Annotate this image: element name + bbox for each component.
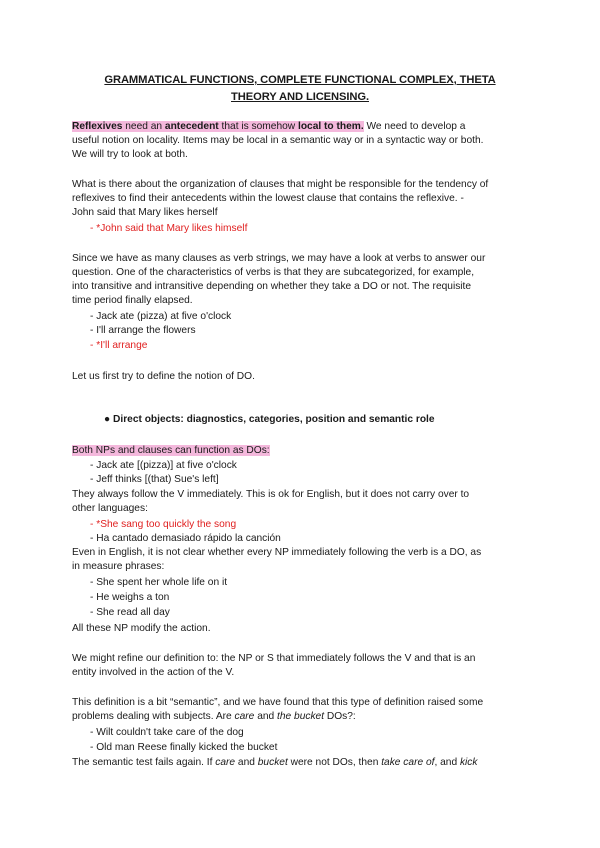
p2-line-1: What is there about the organization of clauses that might be responsible for the tendency of [72, 179, 489, 190]
italic-the-bucket: the bucket [277, 711, 325, 722]
text-segment: were not DOs, then [287, 757, 382, 768]
p1-line-1 [72, 120, 465, 134]
p6-line-1: We might refine our definition to: the NP or S that immediately follows the V and that is an [72, 653, 476, 664]
highlight-both-nps: Both NPs and clauses can function as DOs: [72, 445, 270, 456]
p7-line-3 [72, 756, 478, 770]
p7-example-1: - Wilt couldn't take care of the dog [90, 727, 244, 738]
italic-take-care-of: take care of [381, 757, 435, 768]
p3-line-1: Since we have as many clauses as verb strings, we may have a look at verbs to answer our [72, 253, 486, 264]
p5-example-6: - He weighs a ton [90, 592, 170, 603]
title-line-1: GRAMMATICAL FUNCTIONS, COMPLETE FUNCTIONAL COMPLEX, THETA [104, 74, 496, 86]
p7-line-2 [72, 710, 356, 724]
p5-example-2: - Jeff thinks [(that) Sue's left] [90, 474, 219, 485]
document-title [72, 72, 528, 106]
p5-example-4: - Ha cantado demasiado rápido la canción [90, 533, 281, 544]
p5-line-6: All these NP modify the action. [72, 623, 211, 634]
text-segment: DOs?: [324, 711, 356, 722]
p3-example-3: - *I'll arrange [90, 340, 148, 351]
text-need: need an [122, 121, 165, 132]
section-heading [104, 413, 435, 427]
p7-line-1: This definition is a bit “semantic”, and we have found that this type of definition raised some [72, 697, 484, 708]
text-segment: , and [434, 757, 460, 768]
title-line-2: THEORY AND LICENSING. [231, 91, 369, 103]
text-segment: The semantic test fails again. If [72, 757, 216, 768]
p5-example-5: - She spent her whole life on it [90, 577, 228, 588]
p1-line-2: useful notion on locality. Items may be local in a semantic way or in a syntactic way or both. [72, 135, 484, 146]
text-segment: and [235, 757, 258, 768]
text-rest: We need to develop a [363, 121, 466, 132]
text-somehow: that is somehow [218, 121, 298, 132]
p5-line-3: other languages: [72, 503, 148, 514]
highlight-reflexives: Reflexives [72, 121, 123, 132]
italic-care: care [234, 711, 255, 722]
section-heading-text: Direct objects: diagnostics, categories, position and semantic role [113, 414, 435, 425]
p1-line-3: We will try to look at both. [72, 149, 188, 160]
p3-line-3: into transitive and intransitive depending on whether they take a DO or not. The requisite [72, 281, 472, 292]
p2-example-1: - *John said that Mary likes himself [90, 223, 248, 234]
p3-line-2: question. One of the characteristics of verbs is that they are subcategorized, for example, [72, 267, 475, 278]
italic-bucket: bucket [257, 757, 288, 768]
text-segment: and [254, 711, 278, 722]
p3-example-1: - Jack ate (pizza) at five o'clock [90, 311, 232, 322]
p2-line-3: John said that Mary likes herself [72, 207, 218, 218]
p6-line-2: entity involved in the action of the V. [72, 667, 235, 678]
highlight-antecedent: antecedent [164, 121, 219, 132]
p5-line-1 [72, 444, 270, 458]
p3-line-4: time period finally elapsed. [72, 295, 193, 306]
p5-example-1: - Jack ate [(pizza)] at five o'clock [90, 460, 237, 471]
p5-line-4: Even in English, it is not clear whether every NP immediately following the verb is a DO, as [72, 547, 482, 558]
p7-example-2: - Old man Reese finally kicked the bucket [90, 742, 278, 753]
p2-line-2: reflexives to find their antecedents within the lowest clause that contains the reflexive. - [72, 193, 464, 204]
text-segment: problems dealing with subjects. Are [72, 711, 235, 722]
p4-line-1: Let us first try to define the notion of DO. [72, 371, 255, 382]
p3-example-2: - I'll arrange the flowers [90, 325, 196, 336]
bullet-icon: ● [104, 414, 111, 425]
p5-line-2: They always follow the V immediately. This is ok for English, but it does not carry over to [72, 489, 470, 500]
highlight-local: local to them. [297, 121, 364, 132]
p5-line-5: in measure phrases: [72, 561, 165, 572]
p5-example-7: - She read all day [90, 607, 170, 618]
p5-example-3: - *She sang too quickly the song [90, 519, 237, 530]
italic-kick: kick [459, 757, 478, 768]
italic-care: care [215, 757, 236, 768]
